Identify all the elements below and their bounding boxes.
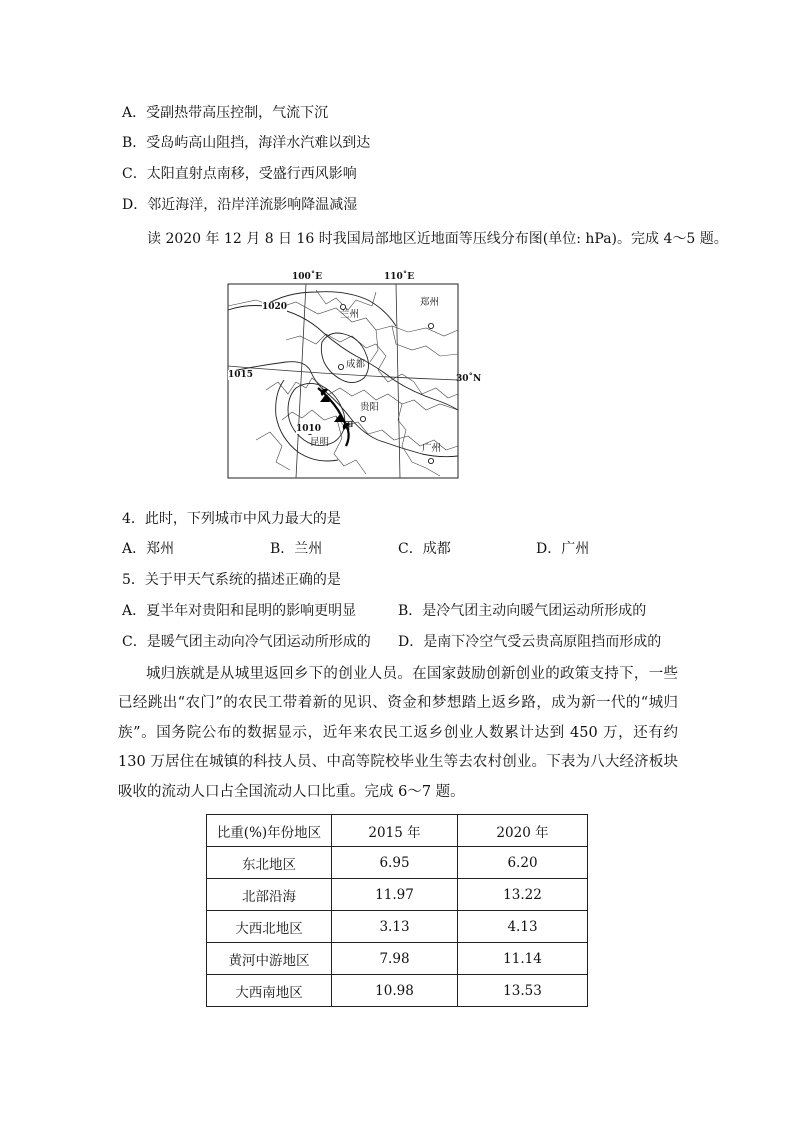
table-cell-2020: 13.22: [458, 879, 588, 911]
table-header-cell: 2015 年: [332, 815, 458, 847]
isobar-outer-low: [276, 380, 338, 461]
label-city-guangzhou: 广州: [422, 443, 442, 454]
table-cell-2015: 7.98: [332, 943, 458, 975]
table-header-cell: 比重(%)年份地区: [207, 815, 332, 847]
isobar-map: [226, 270, 482, 480]
q3-option-b: B．受岛屿高山阻挡，海洋水汽难以到达: [122, 135, 371, 151]
table-header-row: [207, 815, 588, 847]
meridian-110e: [396, 284, 400, 478]
table-cell-2020: 4.13: [458, 911, 588, 943]
table-row: [207, 879, 588, 911]
label-city-chengdu: 成都: [346, 359, 366, 370]
table-row: [207, 943, 588, 975]
table-cell-2020: 11.14: [458, 943, 588, 975]
q3-option-c: C．太阳直射点南移，受盛行西风影响: [122, 166, 357, 182]
table-row: [207, 911, 588, 943]
table-cell-2020: 13.53: [458, 975, 588, 1007]
marker-guiyang: [360, 416, 365, 421]
q3-option-d: D．邻近海洋，沿岸洋流影响降温减湿: [122, 197, 358, 213]
table-cell-2015: 6.95: [332, 847, 458, 879]
label-lon-100: 100˚E: [292, 272, 323, 282]
label-city-kunming: 昆明: [310, 437, 330, 448]
label-city-guiyang: 贵阳: [360, 402, 380, 413]
q5-stem: 5．关于甲天气系统的描述正确的是: [122, 572, 341, 588]
label-city-zhengzhou: 郑州: [420, 297, 440, 308]
table-cell-region: 东北地区: [207, 847, 332, 879]
label-isobar-1015: 1015: [228, 370, 254, 380]
table-cell-region: 大西南地区: [207, 975, 332, 1007]
label-isobar-1010: 1010: [296, 424, 322, 434]
marker-guangzhou: [428, 458, 433, 463]
migration-share-table: [206, 814, 588, 1007]
marker-chengdu: [338, 364, 343, 369]
label-isobar-1020: 1020: [262, 302, 288, 312]
table-header-cell: 2020 年: [458, 815, 588, 847]
q4-option-d: D．广州: [536, 541, 590, 557]
table-cell-2020: 6.20: [458, 847, 588, 879]
label-lat-30: 30˚N: [456, 374, 482, 384]
table-cell-region: 黄河中游地区: [207, 943, 332, 975]
label-lon-110: 110˚E: [384, 272, 415, 282]
q4-option-c: C．成都: [398, 541, 451, 557]
q4-option-b: B．兰州: [270, 541, 323, 557]
meridian-100e: [296, 284, 306, 478]
passage-6-7: 城归族就是从城里返回乡下的创业人员。在国家鼓励创新创业的政策支持下，一些已经跳出“农门”的农民工带着新的见识、资金和梦想踏上返乡路，成为新一代的“城归族”。国务院公布的数据显示，近年来农民工返乡创业人数累计达到 450 万，还有约 130 万居住在城镇的科技人员、中高等院校毕业生等去农村创业。下表为八大经济板块吸收的流动人口占全国流动人口比重。完成 6～7 题。: [118, 666, 678, 800]
table-cell-region: 北部沿海: [207, 879, 332, 911]
q5-option-b: B．是冷气团主动向暖气团运动所形成的: [398, 603, 647, 619]
intro-4-5: 读 2020 年 12 月 8 日 16 时我国局部地区近地面等压线分布图(单位: hPa)。完成 4～5 题。: [147, 231, 728, 247]
q5-option-a: A．夏半年对贵阳和昆明的影响更明显: [122, 603, 357, 619]
table-cell-2015: 3.13: [332, 911, 458, 943]
label-city-lanzhou: 兰州: [340, 309, 360, 320]
table-cell-2015: 10.98: [332, 975, 458, 1007]
q4-option-a: A．郑州: [122, 541, 175, 557]
table-cell-region: 大西北地区: [207, 911, 332, 943]
isobar-1020-line: [228, 306, 458, 411]
q4-stem: 4．此时，下列城市中风力最大的是: [122, 511, 341, 527]
label-jia: 甲: [344, 421, 354, 432]
table-row: [207, 847, 588, 879]
q5-option-c: C．是暖气团主动向冷气团运动所形成的: [122, 634, 371, 650]
marker-zhengzhou: [428, 323, 433, 328]
q5-option-d: D．是南下冷空气受云贵高原阻挡而形成的: [398, 634, 662, 650]
table-cell-2015: 11.97: [332, 879, 458, 911]
q3-option-a: A．受副热带高压控制，气流下沉: [122, 105, 329, 121]
table-row: [207, 975, 588, 1007]
